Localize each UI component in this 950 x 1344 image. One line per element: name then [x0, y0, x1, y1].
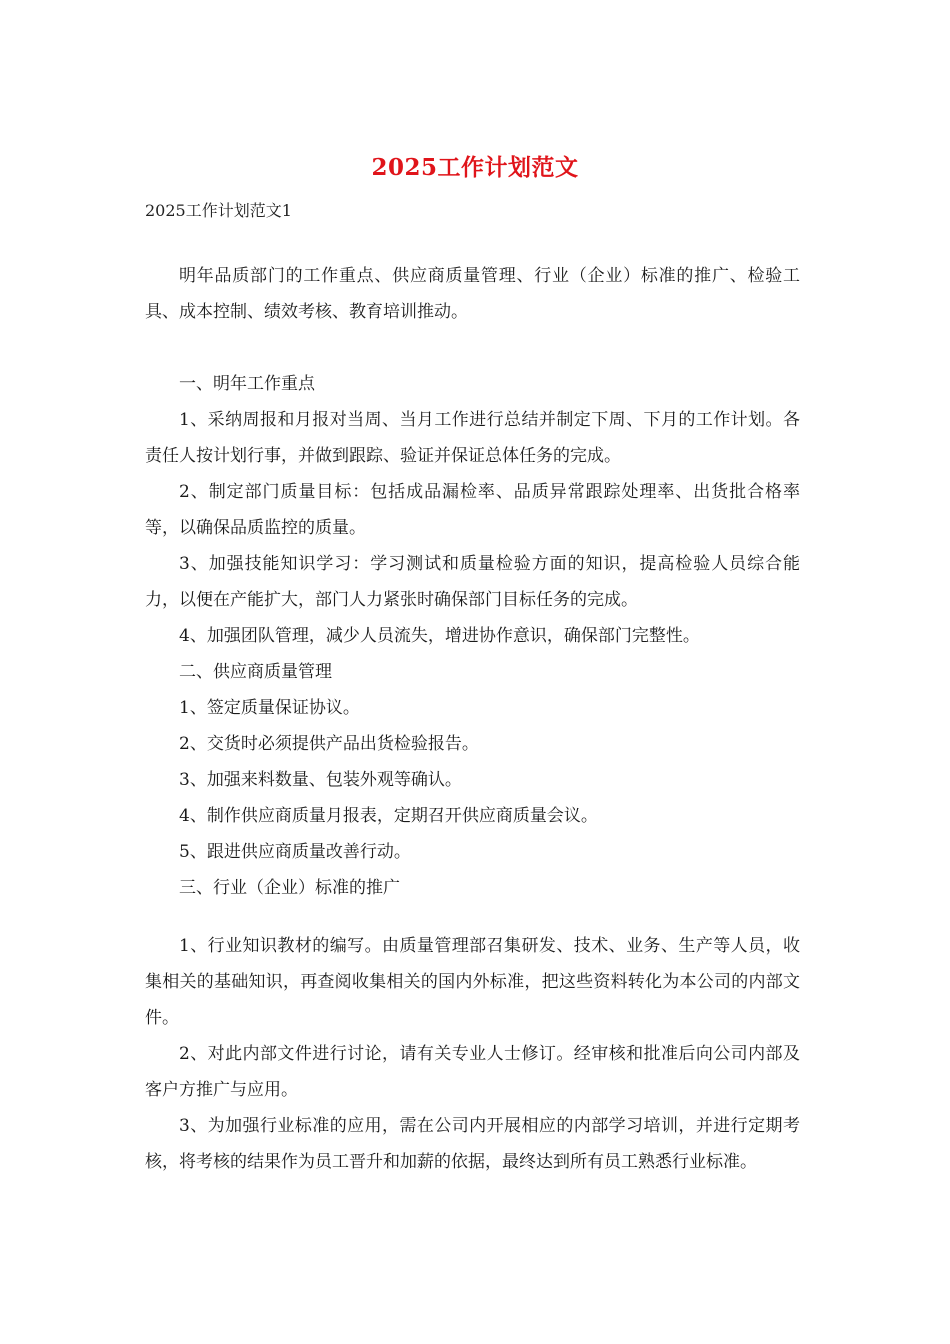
- list-item: 1、行业知识教材的编写。由质量管理部召集研发、技术、业务、生产等人员，收集相关的基础知识，再查阅收集相关的国内外标准，把这些资料转化为本公司的内部文件。: [145, 936, 800, 1028]
- list-item: 2、对此内部文件进行讨论，请有关专业人士修订。经审核和批准后向公司内部及客户方推广与应用。: [145, 1044, 800, 1100]
- list-item: 2、制定部门质量目标：包括成品漏检率、品质异常跟踪处理率、出货批合格率等，以确保品质监控的质量。: [145, 482, 800, 538]
- list-item: 1、采纳周报和月报对当周、当月工作进行总结并制定下周、下月的工作计划。各责任人按计划行事，并做到跟踪、验证并保证总体任务的完成。: [145, 410, 800, 466]
- list-item: 4、加强团队管理，减少人员流失，增进协作意识，确保部门完整性。: [179, 626, 700, 646]
- list-item: 3、为加强行业标准的应用，需在公司内开展相应的内部学习培训，并进行定期考核，将考核的结果作为员工晋升和加薪的依据，最终达到所有员工熟悉行业标准。: [145, 1116, 800, 1172]
- intro-paragraph: [145, 258, 800, 330]
- document-title: 2025工作计划范文: [371, 154, 579, 181]
- section-1: [145, 366, 800, 906]
- list-item: 3、加强来料数量、包装外观等确认。: [179, 770, 462, 790]
- section-3-items: [145, 928, 800, 1180]
- list-item: 1、签定质量保证协议。: [179, 698, 360, 718]
- section-heading: 一、明年工作重点: [179, 374, 315, 394]
- document-subtitle: 2025工作计划范文1: [145, 201, 292, 220]
- list-item: 5、跟进供应商质量改善行动。: [179, 842, 411, 862]
- list-item: 3、加强技能知识学习：学习测试和质量检验方面的知识，提高检验人员综合能力，以便在产能扩大，部门人力紧张时确保部门目标任务的完成。: [145, 554, 800, 610]
- section-heading: 二、供应商质量管理: [179, 662, 332, 682]
- list-item: 4、制作供应商质量月报表，定期召开供应商质量会议。: [179, 806, 598, 826]
- list-item: 2、交货时必须提供产品出货检验报告。: [179, 734, 479, 754]
- intro-text: 明年品质部门的工作重点、供应商质量管理、行业（企业）标准的推广、检验工具、成本控制、绩效考核、教育培训推动。: [145, 266, 800, 322]
- section-heading: 三、行业（企业）标准的推广: [179, 878, 400, 898]
